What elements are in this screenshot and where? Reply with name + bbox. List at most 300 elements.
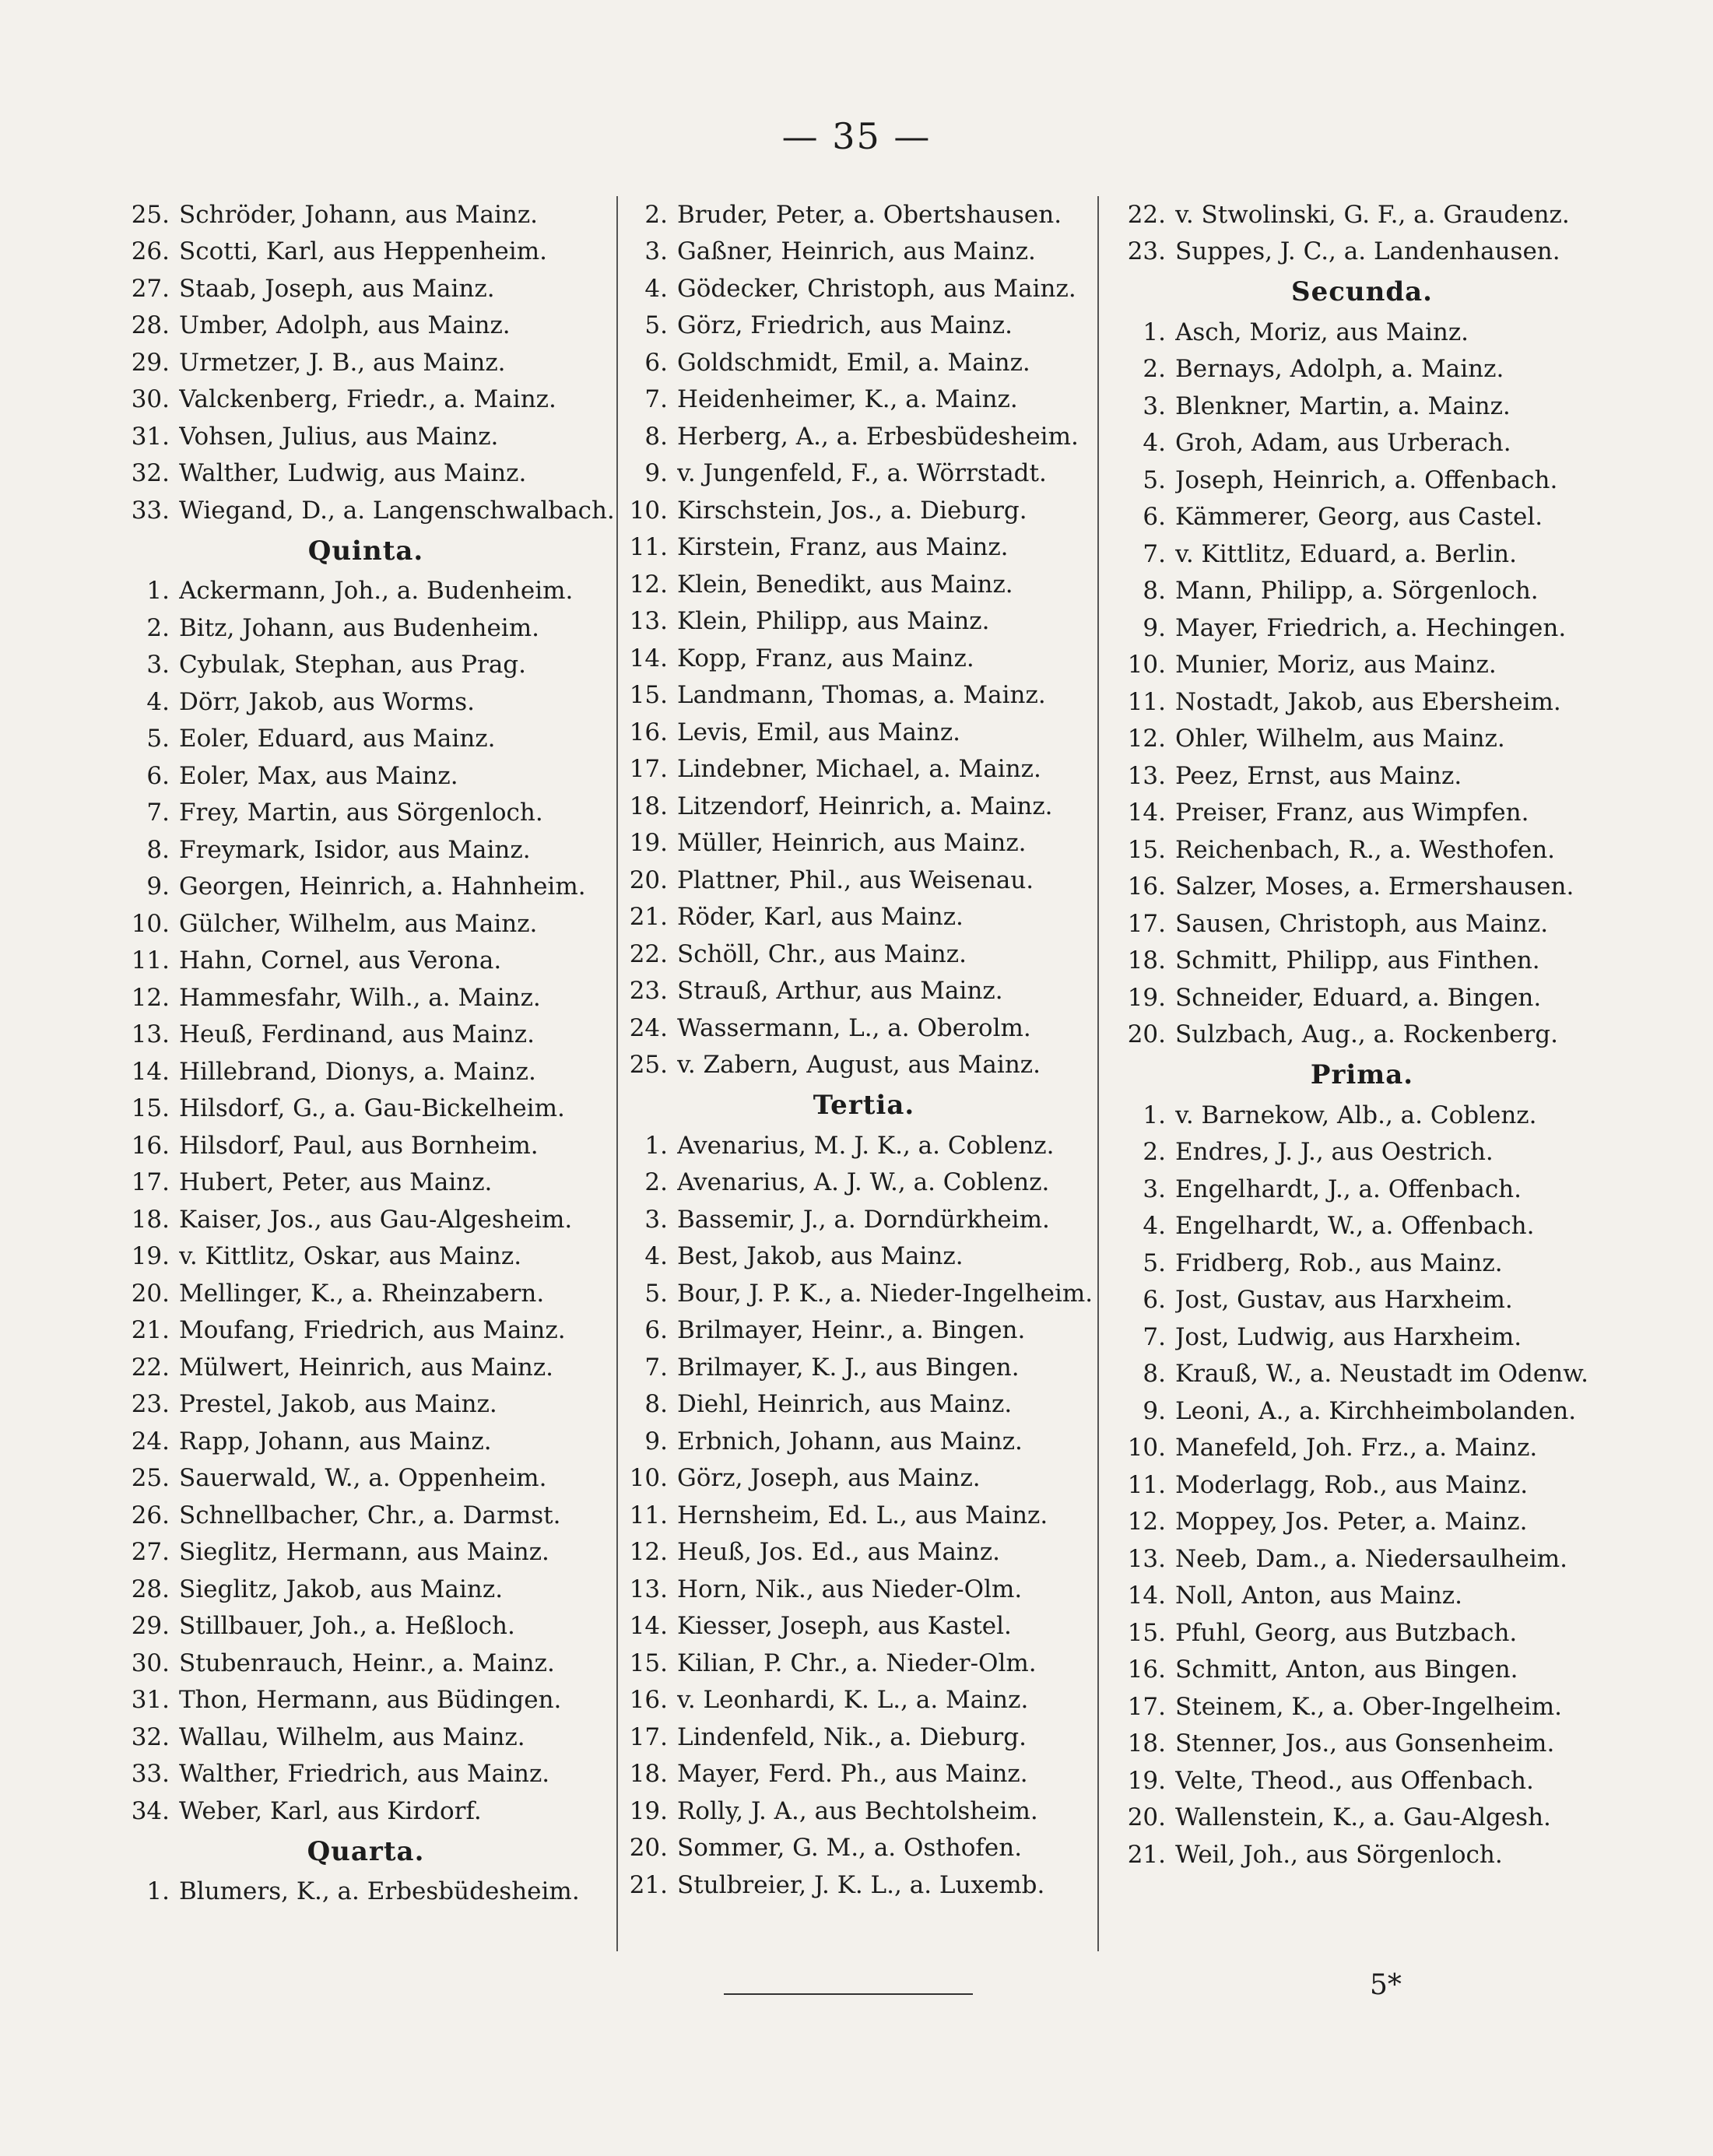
list-entry xyxy=(615,566,1113,603)
entry-text: Kirschstein, Jos., a. Dieburg. xyxy=(677,496,1027,525)
list-entry xyxy=(615,1201,1113,1238)
entry-number: 4. xyxy=(146,687,170,716)
list-entry xyxy=(117,381,615,419)
entry-text: Pfuhl, Georg, aus Butzbach. xyxy=(1175,1618,1518,1647)
list-entry xyxy=(615,1164,1113,1202)
list-entry xyxy=(615,1275,1113,1312)
list-entry xyxy=(117,1682,615,1719)
entry-number: 20. xyxy=(629,866,668,894)
entry-text: Schneider, Eduard, a. Bingen. xyxy=(1175,983,1542,1012)
entry-number: 13. xyxy=(629,1575,668,1603)
entry-number: 17. xyxy=(1127,1692,1166,1721)
list-entry xyxy=(615,1719,1113,1756)
entry-number: 7. xyxy=(644,385,668,414)
entry-text: Sulzbach, Aug., a. Rockenberg. xyxy=(1175,1020,1558,1049)
list-entry xyxy=(117,869,615,906)
entry-number: 10. xyxy=(629,496,668,525)
list-entry xyxy=(615,1497,1113,1534)
list-entry xyxy=(117,1793,615,1830)
entry-number: 33. xyxy=(131,1760,170,1789)
entry-number: 33. xyxy=(131,496,170,525)
entry-number: 6. xyxy=(1143,1286,1166,1315)
entry-number: 2. xyxy=(1143,1138,1166,1167)
list-entry xyxy=(1113,1762,1611,1800)
entry-text: Stenner, Jos., aus Gonsenheim. xyxy=(1175,1729,1555,1758)
entry-text: v. Zabern, August, aus Mainz. xyxy=(677,1051,1041,1080)
section-heading: Quinta. xyxy=(307,535,424,567)
entry-text: Sieglitz, Jakob, aus Mainz. xyxy=(179,1575,504,1603)
entry-text: Joseph, Heinrich, a. Offenbach. xyxy=(1175,465,1558,494)
list-entry xyxy=(1113,1282,1611,1319)
entry-number: 11. xyxy=(1127,687,1166,716)
entry-text: Blumers, K., a. Erbesbüdesheim. xyxy=(179,1877,580,1906)
entry-text: Peez, Ernst, aus Mainz. xyxy=(1175,761,1462,790)
entry-number: 2. xyxy=(146,613,170,642)
list-entry xyxy=(1113,1800,1611,1837)
list-entry xyxy=(1113,905,1611,943)
list-entry xyxy=(615,1127,1113,1164)
entry-number: 20. xyxy=(1127,1020,1166,1049)
entry-text: Görz, Friedrich, aus Mainz. xyxy=(677,311,1013,340)
list-entry xyxy=(1113,573,1611,610)
list-entry xyxy=(1113,1504,1611,1541)
entry-text: Kopp, Franz, aus Mainz. xyxy=(677,644,974,672)
entry-number: 19. xyxy=(1127,1766,1166,1795)
entry-number: 6. xyxy=(1143,503,1166,532)
entry-text: Eoler, Eduard, aus Mainz. xyxy=(179,725,496,753)
entry-text: Hahn, Cornel, aus Verona. xyxy=(179,946,502,975)
list-entry xyxy=(615,234,1113,271)
list-entry xyxy=(1113,979,1611,1017)
entry-number: 7. xyxy=(1143,1322,1166,1351)
entry-text: Bour, J. P. K., a. Nieder-Ingelheim. xyxy=(677,1279,1093,1308)
list-entry xyxy=(615,492,1113,529)
list-entry xyxy=(117,943,615,980)
entry-text: Strauß, Arthur, aus Mainz. xyxy=(677,977,1003,1006)
list-entry xyxy=(1113,1652,1611,1689)
list-entry xyxy=(117,1349,615,1386)
entry-text: Plattner, Phil., aus Weisenau. xyxy=(677,866,1034,894)
entry-text: Kirstein, Franz, aus Mainz. xyxy=(677,533,1009,562)
entry-text: Jost, Gustav, aus Harxheim. xyxy=(1175,1286,1513,1315)
entry-number: 2. xyxy=(644,1168,668,1197)
entry-number: 13. xyxy=(1127,1544,1166,1573)
entry-number: 14. xyxy=(1127,1582,1166,1610)
entry-text: Hillebrand, Dionys, a. Mainz. xyxy=(179,1057,536,1086)
entry-text: Sommer, G. M., a. Osthofen. xyxy=(677,1834,1023,1863)
entry-number: 10. xyxy=(629,1464,668,1493)
entry-text: Umber, Adolph, aus Mainz. xyxy=(179,311,511,340)
entry-text: Lindenfeld, Nik., a. Dieburg. xyxy=(677,1722,1027,1751)
list-entry xyxy=(615,1571,1113,1608)
list-entry xyxy=(117,609,615,647)
list-entry xyxy=(117,1017,615,1054)
list-entry xyxy=(1113,795,1611,832)
list-entry xyxy=(615,1010,1113,1047)
list-entry xyxy=(1113,757,1611,795)
list-entry xyxy=(1113,831,1611,869)
entry-text: Noll, Anton, aus Mainz. xyxy=(1175,1582,1462,1610)
entry-number: 10. xyxy=(1127,651,1166,679)
entry-number: 19. xyxy=(1127,983,1166,1012)
list-entry xyxy=(117,1238,615,1276)
list-entry xyxy=(615,1238,1113,1276)
entry-number: 21. xyxy=(629,903,668,932)
entry-text: Neeb, Dam., a. Niedersaulheim. xyxy=(1175,1544,1567,1573)
entry-number: 16. xyxy=(629,718,668,746)
entry-text: Litzendorf, Heinrich, a. Mainz. xyxy=(677,792,1053,820)
entry-text: Preiser, Franz, aus Wimpfen. xyxy=(1175,799,1529,827)
entry-number: 1. xyxy=(1143,318,1166,346)
entry-number: 28. xyxy=(131,1575,170,1603)
entry-text: Schmitt, Anton, aus Bingen. xyxy=(1175,1656,1518,1684)
entry-text: Engelhardt, J., a. Offenbach. xyxy=(1175,1175,1522,1203)
entry-number: 16. xyxy=(629,1686,668,1715)
entry-text: Wassermann, L., a. Oberolm. xyxy=(677,1013,1031,1042)
list-entry xyxy=(1113,425,1611,462)
entry-number: 3. xyxy=(1143,392,1166,420)
list-entry xyxy=(117,683,615,721)
list-entry xyxy=(1113,1097,1611,1134)
entry-number: 23. xyxy=(131,1390,170,1419)
entry-text: Müller, Heinrich, aus Mainz. xyxy=(677,829,1027,858)
entry-number: 26. xyxy=(131,1501,170,1529)
entry-text: Gaßner, Heinrich, aus Mainz. xyxy=(677,237,1036,266)
entry-number: 29. xyxy=(131,348,170,377)
list-entry xyxy=(117,1386,615,1424)
entry-text: Georgen, Heinrich, a. Hahnheim. xyxy=(179,873,586,901)
entry-text: Reichenbach, R., a. Westhofen. xyxy=(1175,835,1556,864)
entry-number: 12. xyxy=(629,1538,668,1567)
list-entry xyxy=(615,603,1113,641)
list-entry xyxy=(1113,1836,1611,1873)
entry-number: 10. xyxy=(131,909,170,938)
entry-number: 21. xyxy=(629,1870,668,1899)
list-entry xyxy=(615,1830,1113,1867)
list-entry xyxy=(117,1201,615,1238)
entry-number: 18. xyxy=(1127,1729,1166,1758)
entry-number: 27. xyxy=(131,1538,170,1567)
list-entry xyxy=(117,831,615,869)
entry-text: Hammesfahr, Wilh., a. Mainz. xyxy=(179,983,541,1012)
entry-number: 28. xyxy=(131,311,170,340)
entry-number: 10. xyxy=(1127,1434,1166,1462)
list-entry xyxy=(117,1497,615,1534)
list-entry xyxy=(117,492,615,529)
entry-text: Vohsen, Julius, aus Mainz. xyxy=(179,422,499,451)
entry-text: Horn, Nik., aus Nieder-Olm. xyxy=(677,1575,1023,1603)
entry-number: 14. xyxy=(131,1057,170,1086)
list-entry xyxy=(117,1534,615,1571)
entry-number: 22. xyxy=(1127,200,1166,229)
list-entry xyxy=(1113,721,1611,758)
entry-number: 17. xyxy=(1127,909,1166,938)
entry-text: Klein, Benedikt, aus Mainz. xyxy=(677,570,1013,599)
entry-number: 9. xyxy=(1143,1396,1166,1425)
entry-number: 15. xyxy=(629,681,668,710)
list-entry xyxy=(615,529,1113,567)
list-entry xyxy=(117,1312,615,1350)
list-entry xyxy=(1113,1245,1611,1282)
entry-text: Suppes, J. C., a. Landenhausen. xyxy=(1175,237,1560,266)
entry-number: 8. xyxy=(1143,1360,1166,1389)
list-entry xyxy=(615,936,1113,973)
entry-number: 16. xyxy=(131,1131,170,1160)
entry-number: 34. xyxy=(131,1796,170,1825)
entry-number: 21. xyxy=(131,1316,170,1345)
entry-text: Stillbauer, Joh., a. Heßloch. xyxy=(179,1612,515,1641)
entry-number: 25. xyxy=(131,200,170,229)
entry-text: Hernsheim, Ed. L., aus Mainz. xyxy=(677,1501,1048,1529)
closing-rule xyxy=(724,1993,973,1995)
entry-number: 17. xyxy=(629,1722,668,1751)
list-entry xyxy=(615,1866,1113,1904)
entry-text: Stulbreier, J. K. L., a. Luxemb. xyxy=(677,1870,1045,1899)
entry-text: Prestel, Jakob, aus Mainz. xyxy=(179,1390,497,1419)
entry-number: 11. xyxy=(131,946,170,975)
entry-number: 27. xyxy=(131,274,170,303)
entry-text: Herberg, A., a. Erbesbüdesheim. xyxy=(677,422,1079,451)
entry-text: Heuß, Ferdinand, aus Mainz. xyxy=(179,1020,535,1049)
entry-text: Rapp, Johann, aus Mainz. xyxy=(179,1427,492,1455)
entry-number: 31. xyxy=(131,422,170,451)
list-entry xyxy=(615,1682,1113,1719)
entry-text: Jost, Ludwig, aus Harxheim. xyxy=(1175,1322,1522,1351)
list-entry xyxy=(117,1719,615,1756)
list-entry xyxy=(1113,462,1611,499)
entry-text: Weil, Joh., aus Sörgenloch. xyxy=(1175,1840,1503,1869)
entry-text: Asch, Moriz, aus Mainz. xyxy=(1175,318,1469,346)
entry-text: Krauß, W., a. Neustadt im Odenw. xyxy=(1175,1360,1588,1389)
list-entry xyxy=(1113,1578,1611,1615)
entry-text: Schmitt, Philipp, aus Finthen. xyxy=(1175,946,1540,975)
entry-number: 24. xyxy=(131,1427,170,1455)
list-entry xyxy=(1113,351,1611,388)
list-entry xyxy=(615,1349,1113,1386)
entry-text: Leoni, A., a. Kirchheimbolanden. xyxy=(1175,1396,1577,1425)
column-1 xyxy=(117,196,615,1910)
entry-text: Bernays, Adolph, a. Mainz. xyxy=(1175,355,1504,384)
entry-number: 29. xyxy=(131,1612,170,1641)
list-entry xyxy=(117,979,615,1017)
entry-number: 15. xyxy=(131,1094,170,1123)
entry-number: 9. xyxy=(146,873,170,901)
entry-text: Levis, Emil, aus Mainz. xyxy=(677,718,961,746)
entry-number: 32. xyxy=(131,459,170,488)
list-entry xyxy=(117,573,615,610)
list-entry xyxy=(615,196,1113,234)
list-entry xyxy=(615,1312,1113,1350)
entry-number: 11. xyxy=(1127,1470,1166,1499)
entry-text: Valckenberg, Friedr., a. Mainz. xyxy=(179,385,556,414)
list-entry xyxy=(615,344,1113,381)
list-entry xyxy=(117,1460,615,1498)
list-entry xyxy=(615,1534,1113,1571)
entry-text: Röder, Karl, aus Mainz. xyxy=(677,903,964,932)
section-heading: Quarta. xyxy=(307,1835,425,1867)
list-entry xyxy=(615,381,1113,419)
entry-text: v. Leonhardi, K. L., a. Mainz. xyxy=(677,1686,1029,1715)
entry-text: Schröder, Johann, aus Mainz. xyxy=(179,200,539,229)
list-entry xyxy=(1113,683,1611,721)
entry-text: Wallenstein, K., a. Gau-Algesh. xyxy=(1175,1803,1551,1832)
entry-text: v. Barnekow, Alb., a. Coblenz. xyxy=(1175,1101,1537,1129)
entry-text: Moppey, Jos. Peter, a. Mainz. xyxy=(1175,1508,1528,1536)
entry-text: Schnellbacher, Chr., a. Darmst. xyxy=(179,1501,561,1529)
list-entry xyxy=(1113,869,1611,906)
list-entry xyxy=(117,307,615,345)
list-entry xyxy=(615,1608,1113,1645)
entry-text: Landmann, Thomas, a. Mainz. xyxy=(677,681,1046,710)
entry-text: Kaiser, Jos., aus Gau-Algesheim. xyxy=(179,1205,573,1234)
list-entry xyxy=(615,751,1113,788)
entry-text: Gülcher, Wilhelm, aus Mainz. xyxy=(179,909,538,938)
entry-text: Avenarius, M. J. K., a. Coblenz. xyxy=(677,1131,1055,1160)
list-entry xyxy=(1113,1017,1611,1054)
entry-number: 9. xyxy=(644,459,668,488)
entry-number: 15. xyxy=(1127,1618,1166,1647)
entry-text: Manefeld, Joh. Frz., a. Mainz. xyxy=(1175,1434,1538,1462)
entry-text: Lindebner, Michael, a. Mainz. xyxy=(677,755,1041,784)
list-entry xyxy=(615,1386,1113,1424)
list-entry xyxy=(1113,943,1611,980)
entry-text: Hilsdorf, Paul, aus Bornheim. xyxy=(179,1131,539,1160)
list-entry xyxy=(615,1756,1113,1793)
entry-text: v. Stwolinski, G. F., a. Graudenz. xyxy=(1175,200,1570,229)
entry-text: Freymark, Isidor, aus Mainz. xyxy=(179,835,531,864)
entry-text: Dörr, Jakob, aus Worms. xyxy=(179,687,475,716)
page-number: — 35 — xyxy=(781,115,932,157)
entry-number: 1. xyxy=(644,1131,668,1160)
entry-number: 17. xyxy=(629,755,668,784)
entry-text: Mayer, Friedrich, a. Hechingen. xyxy=(1175,613,1567,642)
entry-text: Rolly, J. A., aus Bechtolsheim. xyxy=(677,1796,1038,1825)
list-entry xyxy=(117,1164,615,1202)
entry-text: Moderlagg, Rob., aus Mainz. xyxy=(1175,1470,1529,1499)
list-entry xyxy=(615,788,1113,825)
list-entry xyxy=(615,973,1113,1010)
entry-text: Staab, Joseph, aus Mainz. xyxy=(179,274,495,303)
entry-text: Frey, Martin, aus Sörgenloch. xyxy=(179,799,543,827)
entry-text: Heidenheimer, K., a. Mainz. xyxy=(677,385,1018,414)
entry-number: 7. xyxy=(1143,539,1166,568)
entry-text: Thon, Hermann, aus Büdingen. xyxy=(179,1686,562,1715)
entry-number: 2. xyxy=(644,200,668,229)
entry-text: Mülwert, Heinrich, aus Mainz. xyxy=(179,1353,554,1382)
entry-number: 20. xyxy=(629,1834,668,1863)
entry-number: 18. xyxy=(629,1760,668,1789)
entry-number: 5. xyxy=(146,725,170,753)
entry-text: Görz, Joseph, aus Mainz. xyxy=(677,1464,981,1493)
entry-text: Endres, J. J., aus Oestrich. xyxy=(1175,1138,1494,1167)
list-entry xyxy=(117,647,615,684)
entry-number: 11. xyxy=(629,533,668,562)
entry-text: Groh, Adam, aus Urberach. xyxy=(1175,429,1511,458)
entry-number: 22. xyxy=(629,939,668,968)
list-entry xyxy=(615,455,1113,493)
entry-text: Bassemir, J., a. Dorndürkheim. xyxy=(677,1205,1050,1234)
entry-number: 4. xyxy=(1143,429,1166,458)
list-entry xyxy=(1113,1134,1611,1171)
list-entry xyxy=(1113,609,1611,647)
entry-number: 5. xyxy=(644,1279,668,1308)
entry-number: 26. xyxy=(131,237,170,266)
entry-text: Ackermann, Joh., a. Budenheim. xyxy=(179,577,574,606)
entry-text: Eoler, Max, aus Mainz. xyxy=(179,761,458,790)
entry-number: 22. xyxy=(131,1353,170,1382)
list-entry xyxy=(615,640,1113,677)
entry-number: 12. xyxy=(1127,725,1166,753)
list-entry xyxy=(615,862,1113,899)
entry-number: 15. xyxy=(1127,835,1166,864)
entry-number: 12. xyxy=(131,983,170,1012)
entry-number: 16. xyxy=(1127,1656,1166,1684)
entry-text: Diehl, Heinrich, aus Mainz. xyxy=(677,1390,1013,1419)
entry-text: Fridberg, Rob., aus Mainz. xyxy=(1175,1248,1503,1277)
list-entry xyxy=(1113,1392,1611,1430)
entry-number: 21. xyxy=(1127,1840,1166,1869)
list-entry xyxy=(615,677,1113,715)
entry-number: 6. xyxy=(146,761,170,790)
entry-text: v. Jungenfeld, F., a. Wörrstadt. xyxy=(677,459,1047,488)
entry-number: 3. xyxy=(644,1205,668,1234)
column-3 xyxy=(1113,196,1611,1873)
entry-number: 11. xyxy=(629,1501,668,1529)
entry-number: 18. xyxy=(131,1205,170,1234)
list-entry xyxy=(615,714,1113,751)
list-entry xyxy=(1113,499,1611,536)
list-entry xyxy=(615,899,1113,936)
entry-text: Sieglitz, Hermann, aus Mainz. xyxy=(179,1538,549,1567)
entry-number: 25. xyxy=(131,1464,170,1493)
entry-text: Brilmayer, K. J., aus Bingen. xyxy=(677,1353,1020,1382)
entry-text: Engelhardt, W., a. Offenbach. xyxy=(1175,1212,1535,1241)
section-heading: Tertia. xyxy=(813,1090,915,1121)
entry-number: 8. xyxy=(644,1390,668,1419)
list-entry xyxy=(1113,388,1611,425)
list-entry xyxy=(117,1571,615,1608)
list-entry xyxy=(1113,1171,1611,1208)
list-entry xyxy=(1113,196,1611,234)
entry-number: 32. xyxy=(131,1722,170,1751)
entry-number: 6. xyxy=(644,1316,668,1345)
entry-number: 19. xyxy=(131,1242,170,1271)
section-heading: Secunda. xyxy=(1291,276,1433,307)
list-entry xyxy=(1113,1688,1611,1726)
list-entry xyxy=(1113,647,1611,684)
entry-text: Kiesser, Joseph, aus Kastel. xyxy=(677,1612,1012,1641)
list-entry xyxy=(1113,1208,1611,1245)
entry-text: Stubenrauch, Heinr., a. Mainz. xyxy=(179,1649,555,1677)
list-entry xyxy=(117,1608,615,1645)
list-entry xyxy=(1113,314,1611,351)
list-entry xyxy=(117,721,615,758)
entry-number: 17. xyxy=(131,1168,170,1197)
entry-number: 4. xyxy=(644,1242,668,1271)
entry-text: Hubert, Peter, aus Mainz. xyxy=(179,1168,493,1197)
list-entry xyxy=(1113,1430,1611,1467)
entry-text: Velte, Theod., aus Offenbach. xyxy=(1175,1766,1534,1795)
entry-text: Moufang, Friedrich, aus Mainz. xyxy=(179,1316,566,1345)
entry-number: 12. xyxy=(1127,1508,1166,1536)
list-entry xyxy=(615,1423,1113,1460)
entry-number: 9. xyxy=(1143,613,1166,642)
entry-number: 23. xyxy=(1127,237,1166,266)
entry-text: Schöll, Chr., aus Mainz. xyxy=(677,939,967,968)
entry-number: 13. xyxy=(1127,761,1166,790)
list-entry xyxy=(117,1645,615,1682)
entry-number: 5. xyxy=(644,311,668,340)
